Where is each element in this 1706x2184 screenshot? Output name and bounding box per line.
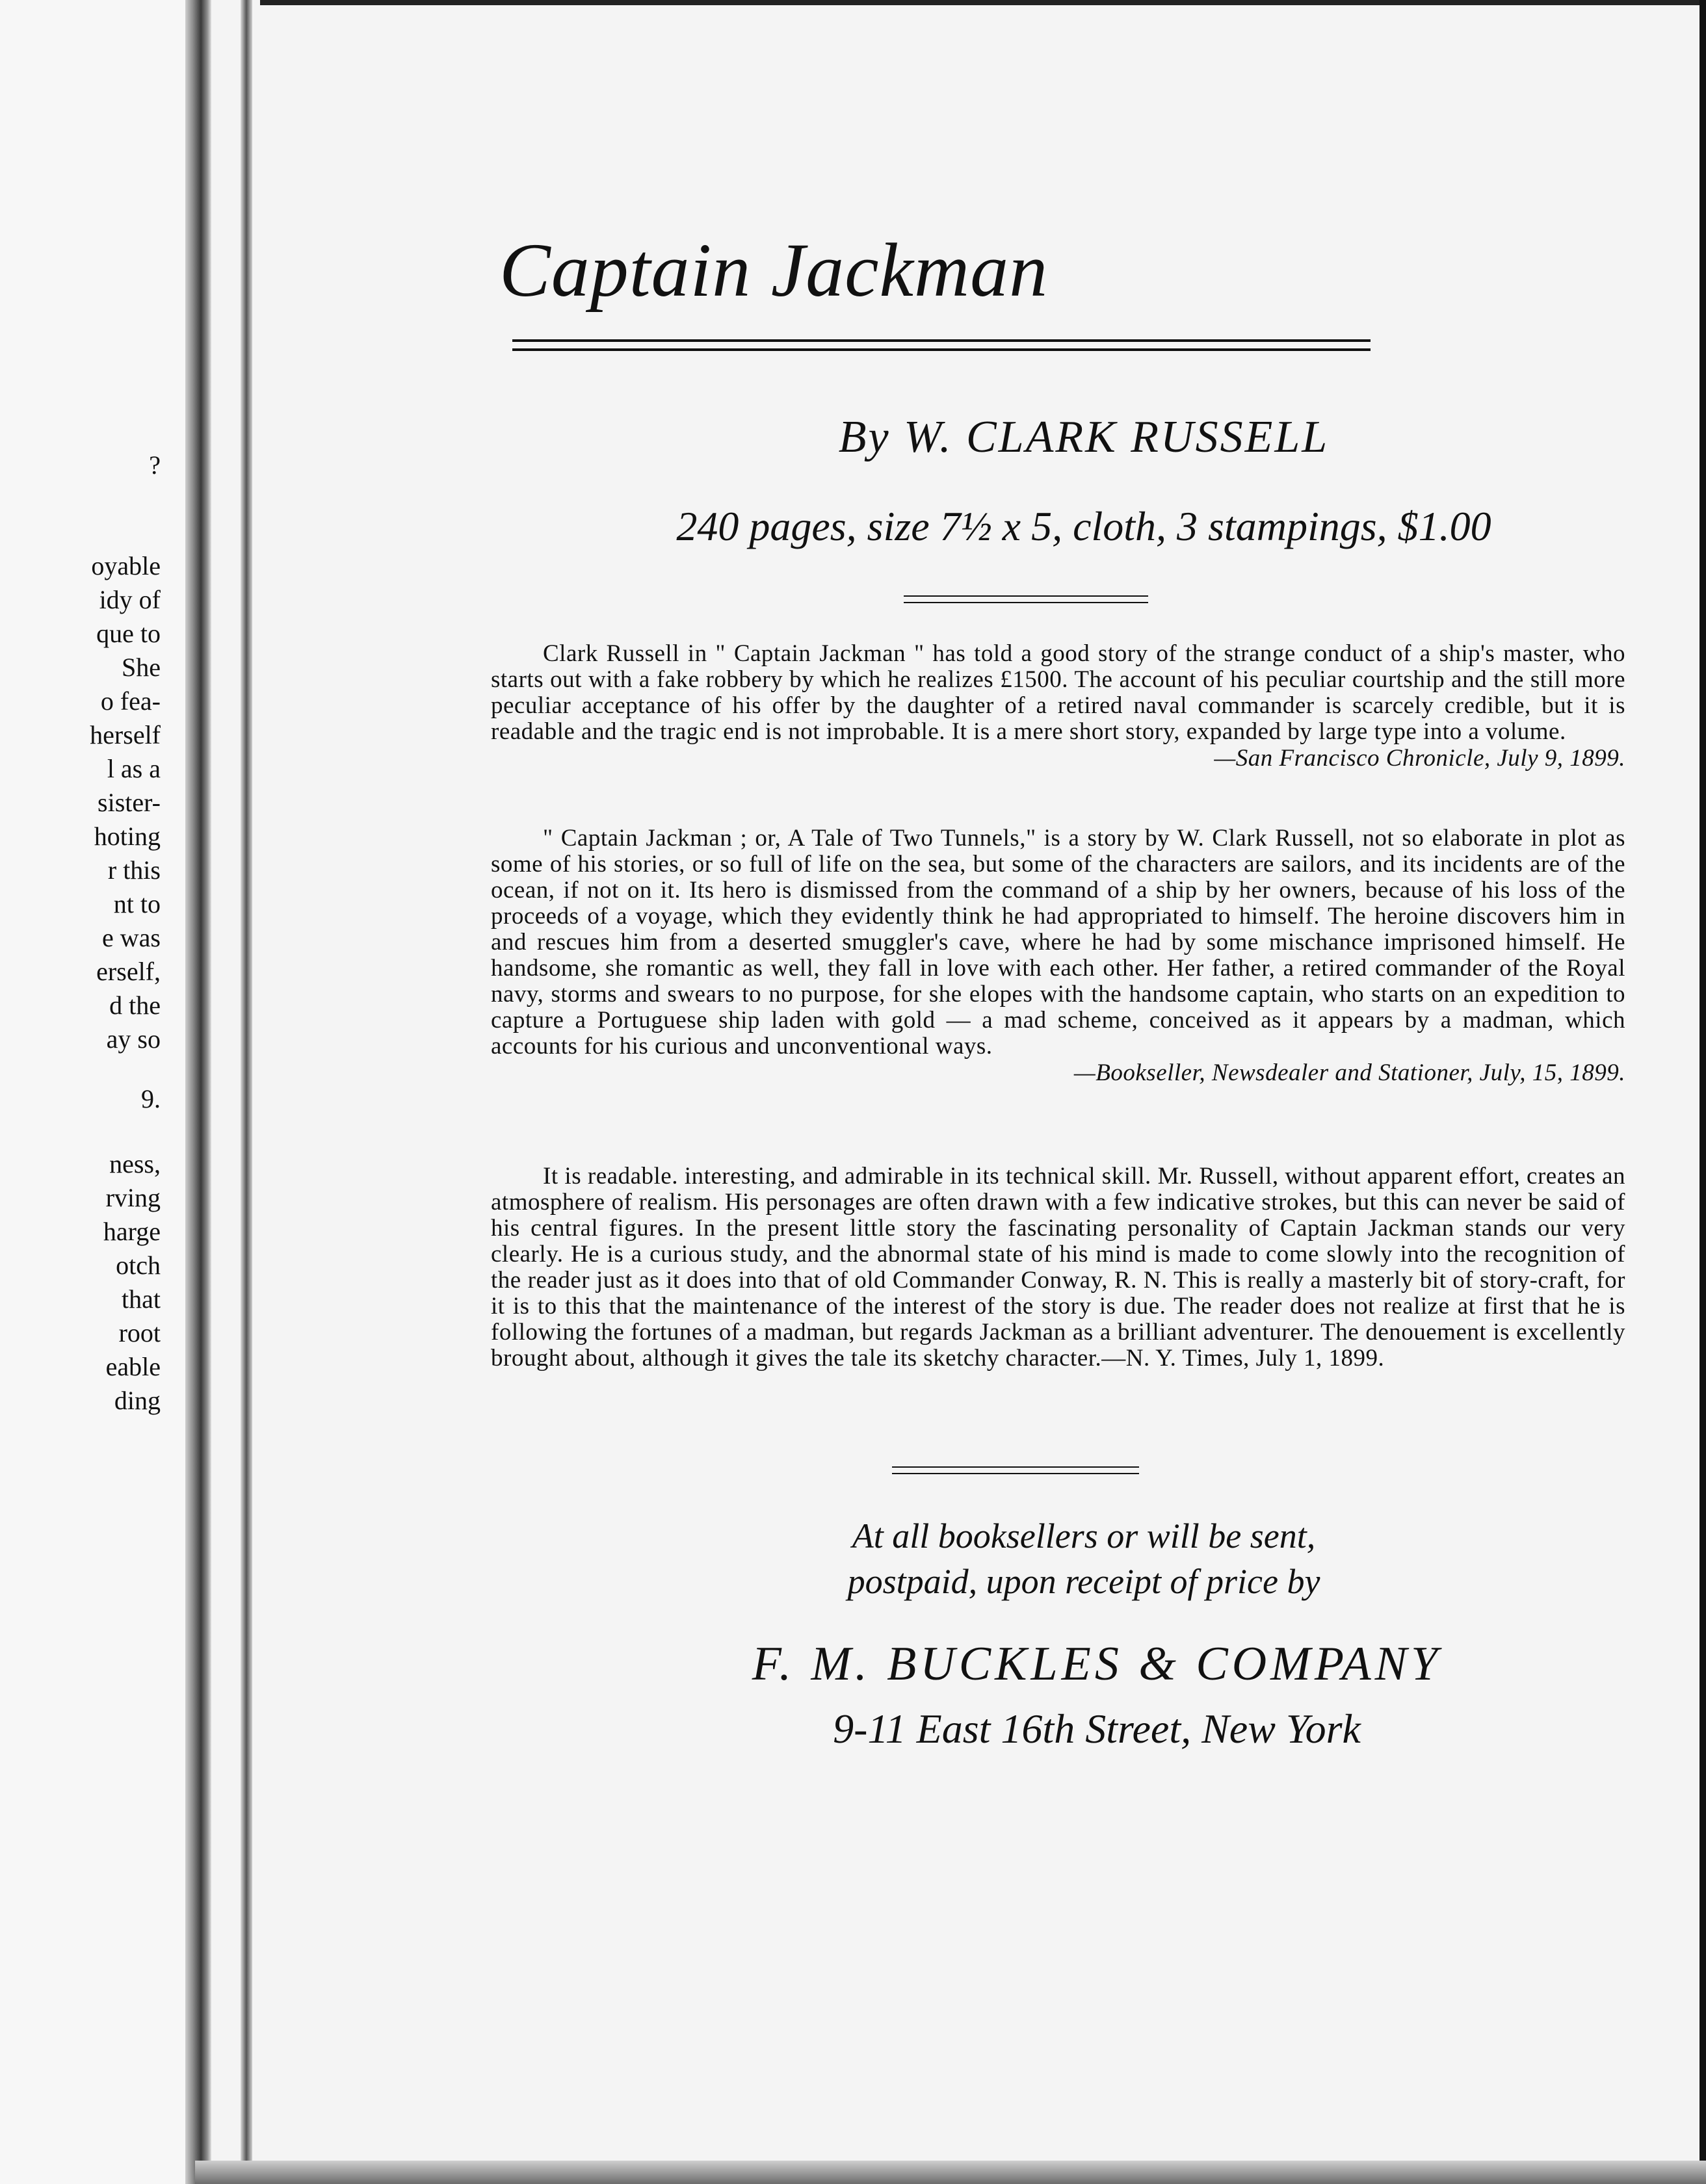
left-fragment: hoting (94, 822, 161, 851)
left-fragment: root (118, 1318, 161, 1347)
left-fragment: que to (96, 619, 161, 648)
title-rule-lower (512, 348, 1371, 351)
left-fragment: ? (149, 450, 161, 480)
review-text: " Captain Jackman ; or, A Tale of Two Tunnels," is a story by W. Clark Russell, not so elaborate in plot as some of his stories, or so full of life on the sea, but some of the characters are sailors, and its incidents are of the ocean, if not on it. Its hero is dismissed from the command of a ship by her owners, because of his loss of the proceeds of a voyage, which they evidently think he had appropriated to himself. The heroine discovers him in and rescues him from a deserted smuggler's cave, where he had by some mischance imprisoned himself. He handsome, she romantic as well, they fall in love with each other. Her father, a retired commander of the Royal navy, storms and swears to no purpose, for she elopes with the handsome captain, who starts on an expedition to capture a Portuguese ship laden with gold — a mad scheme, conceived as it appears by a madman, which accounts for his curious and unconventional ways. (491, 825, 1625, 1060)
review-san-francisco-chronicle (491, 641, 1625, 772)
left-fragment: sister- (98, 788, 161, 817)
order-line-2: postpaid, upon receipt of price by (847, 1562, 1320, 1601)
left-fragment: She (122, 653, 161, 682)
review-text: Clark Russell in " Captain Jackman " has told a good story of the strange conduct of a ship's master, who starts out with a fake robbery by which he realizes £1500. The account of his peculiar courtship and the still more peculiar acceptance of his offer by the daughter of a retired naval commander is scarcely credible, but it is readable and the tragic end is not improbable. It is a mere short story, expanded by large type into a volume. (491, 640, 1625, 745)
left-fragment: eable (105, 1352, 161, 1381)
left-fragment: herself (90, 720, 161, 749)
left-fragment: otch (116, 1251, 161, 1280)
review-ny-times (491, 1164, 1625, 1372)
book-gutter (185, 0, 211, 2184)
left-fragment: ness, (109, 1149, 161, 1178)
book-specs: 240 pages, size 7½ x 5, cloth, 3 stampings, $1.00 (676, 503, 1491, 549)
left-fragment: oyable (91, 551, 161, 580)
title-rule-upper (512, 339, 1371, 342)
review-bookseller (491, 826, 1625, 1087)
divider2-lower (892, 1473, 1139, 1474)
page-top-edge (260, 0, 1706, 5)
left-fragment: rving (105, 1183, 161, 1212)
divider-upper (904, 595, 1148, 597)
left-fragment: d the (109, 991, 161, 1020)
publisher-address: 9-11 East 16th Street, New York (833, 1706, 1361, 1752)
left-fragment: ding (114, 1386, 161, 1415)
left-fragment: erself, (96, 957, 161, 986)
left-fragment: ay so (106, 1024, 161, 1054)
advertisement-page (260, 5, 1699, 2161)
book-gutter-edge (241, 0, 252, 2184)
page-right-edge (1699, 0, 1706, 2184)
book-title: Captain Jackman (499, 228, 1049, 313)
left-fragment: nt to (113, 889, 161, 918)
publisher-name: F. M. BUCKLES & COMPANY (752, 1637, 1442, 1691)
review-source: —Bookseller, Newsdealer and Stationer, July, 15, 1899. (1073, 1060, 1625, 1086)
left-fragment: r this (107, 855, 161, 885)
left-fragment: harge (103, 1217, 161, 1246)
left-fragment: 9. (141, 1084, 161, 1113)
left-fragment: that (122, 1284, 161, 1314)
divider-lower (904, 602, 1148, 603)
author-line: By W. CLARK RUSSELL (838, 412, 1330, 462)
left-fragment: idy of (99, 585, 161, 614)
review-text: It is readable. interesting, and admirable in its technical skill. Mr. Russell, without apparent effort, creates an atmosphere of realism. His personages are often drawn with a few indicative strokes, but this can never be said of his central figures. In the present little story the fascinating personality of Captain Jackman stands our very clearly. He is a curious study, and the abnormal state of his mind is made to come slowly into the recognition of the reader just as it does into that of old Commander Conway, R. N. This is really a masterly bit of story-craft, for it is to this that the maintenance of the interest of the story is due. The reader does not realize at first that he is following the fortunes of a madman, but regards Jackman as a brilliant adventurer. The denouement is excellently brought about, although it gives the tale its sketchy character.—N. Y. Times, July 1, 1899. (491, 1163, 1625, 1372)
review-source: —San Francisco Chronicle, July 9, 1899. (1214, 745, 1625, 772)
divider2-upper (892, 1466, 1139, 1468)
page-bottom-edge (195, 2161, 1706, 2184)
left-fragment: e was (102, 923, 161, 952)
left-facing-page (0, 0, 185, 2184)
order-line-1: At all booksellers or will be sent, (852, 1516, 1316, 1555)
left-fragment: o fea- (100, 686, 161, 716)
left-fragment: l as a (107, 754, 161, 783)
